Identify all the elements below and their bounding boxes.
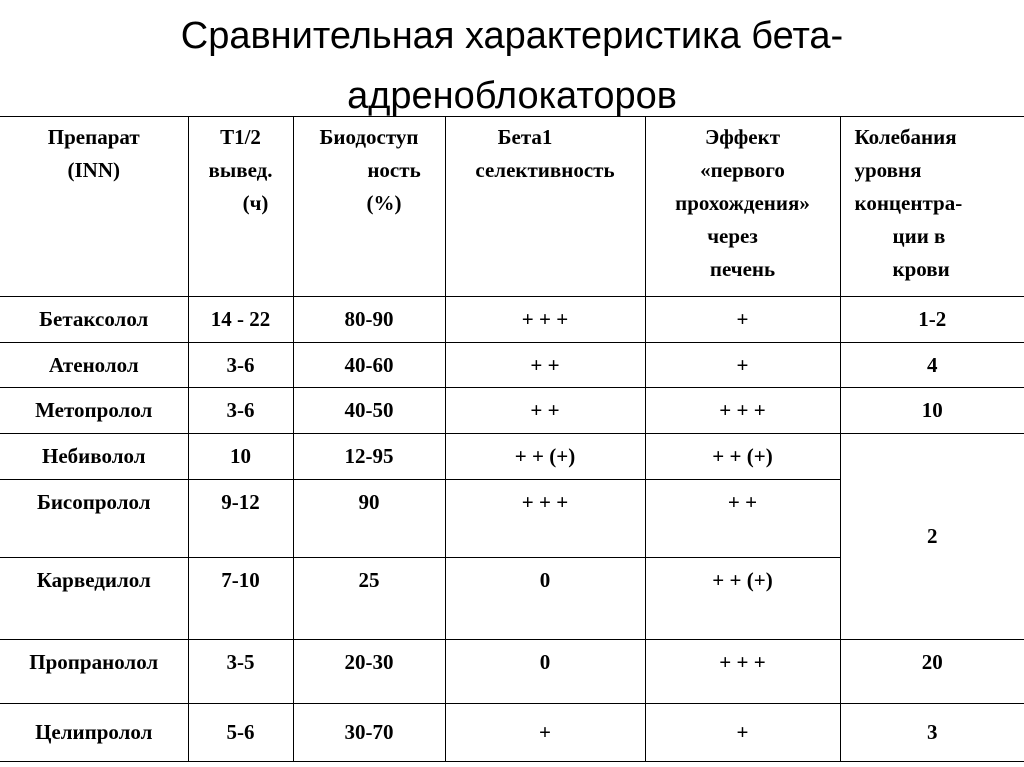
cell-first-pass: + + +: [645, 388, 840, 434]
cell-half-life: 3-5: [188, 640, 293, 704]
cell-half-life: 14 - 22: [188, 297, 293, 343]
cell-first-pass: +: [645, 343, 840, 388]
cell-half-life: 3-6: [188, 343, 293, 388]
cell-drug: Атенолол: [0, 343, 188, 388]
cell-bioavailability: 40-60: [293, 343, 445, 388]
cell-first-pass: + + (+): [645, 558, 840, 640]
cell-half-life: 3-6: [188, 388, 293, 434]
cell-half-life: 5-6: [188, 704, 293, 762]
cell-first-pass: + + +: [645, 640, 840, 704]
cell-beta1: + +: [445, 388, 645, 434]
cell-bioavailability: 80-90: [293, 297, 445, 343]
cell-fluctuation: 3: [840, 704, 1024, 762]
cell-bioavailability: 30-70: [293, 704, 445, 762]
cell-drug: Небиволол: [0, 434, 188, 480]
slide-title: [0, 6, 1024, 126]
header-drug: Препарат (INN): [0, 117, 188, 297]
cell-bioavailability: 40-50: [293, 388, 445, 434]
cell-drug: Карведилол: [0, 558, 188, 640]
cell-drug: Метопролол: [0, 388, 188, 434]
cell-beta1: +: [445, 704, 645, 762]
cell-fluctuation: 10: [840, 388, 1024, 434]
cell-first-pass: +: [645, 297, 840, 343]
cell-half-life: 7-10: [188, 558, 293, 640]
cell-fluctuation: 20: [840, 640, 1024, 704]
cell-beta1: + + +: [445, 480, 645, 558]
cell-beta1: + + +: [445, 297, 645, 343]
cell-fluctuation: 4: [840, 343, 1024, 388]
table-row: [0, 704, 1024, 762]
table-header-row: [0, 117, 1024, 297]
table-row: [0, 343, 1024, 388]
table-row: [0, 434, 1024, 480]
table-row: [0, 297, 1024, 343]
header-first-pass-effect: Эффект «первого прохождения» через печень: [645, 117, 840, 297]
cell-first-pass: + +: [645, 480, 840, 558]
header-bioavailability: Биодоступ ность (%): [293, 117, 445, 297]
cell-first-pass: +: [645, 704, 840, 762]
cell-beta1: + + (+): [445, 434, 645, 480]
table-row: [0, 640, 1024, 704]
cell-bioavailability: 90: [293, 480, 445, 558]
cell-drug: Целипролол: [0, 704, 188, 762]
cell-bioavailability: 12-95: [293, 434, 445, 480]
cell-bioavailability: 25: [293, 558, 445, 640]
table-row: [0, 388, 1024, 434]
header-half-life: Т1/2 вывед. (ч): [188, 117, 293, 297]
cell-fluctuation: 1-2: [840, 297, 1024, 343]
cell-beta1: + +: [445, 343, 645, 388]
header-beta1-selectivity: Бета1 селективность: [445, 117, 645, 297]
title-line-1: Сравнительная характеристика бета-: [180, 15, 844, 57]
cell-drug: Бетаксолол: [0, 297, 188, 343]
cell-drug: Бисопролол: [0, 480, 188, 558]
cell-fluctuation-merged: 2: [840, 434, 1024, 640]
title-line-2: адреноблокаторов: [347, 75, 677, 117]
cell-first-pass: + + (+): [645, 434, 840, 480]
header-concentration-fluctuation: Колебания уровня концентра- ции в крови: [840, 117, 1024, 297]
comparison-table: [0, 116, 1024, 762]
cell-half-life: 10: [188, 434, 293, 480]
cell-bioavailability: 20-30: [293, 640, 445, 704]
cell-half-life: 9-12: [188, 480, 293, 558]
cell-beta1: 0: [445, 640, 645, 704]
cell-drug: Пропранолол: [0, 640, 188, 704]
cell-beta1: 0: [445, 558, 645, 640]
